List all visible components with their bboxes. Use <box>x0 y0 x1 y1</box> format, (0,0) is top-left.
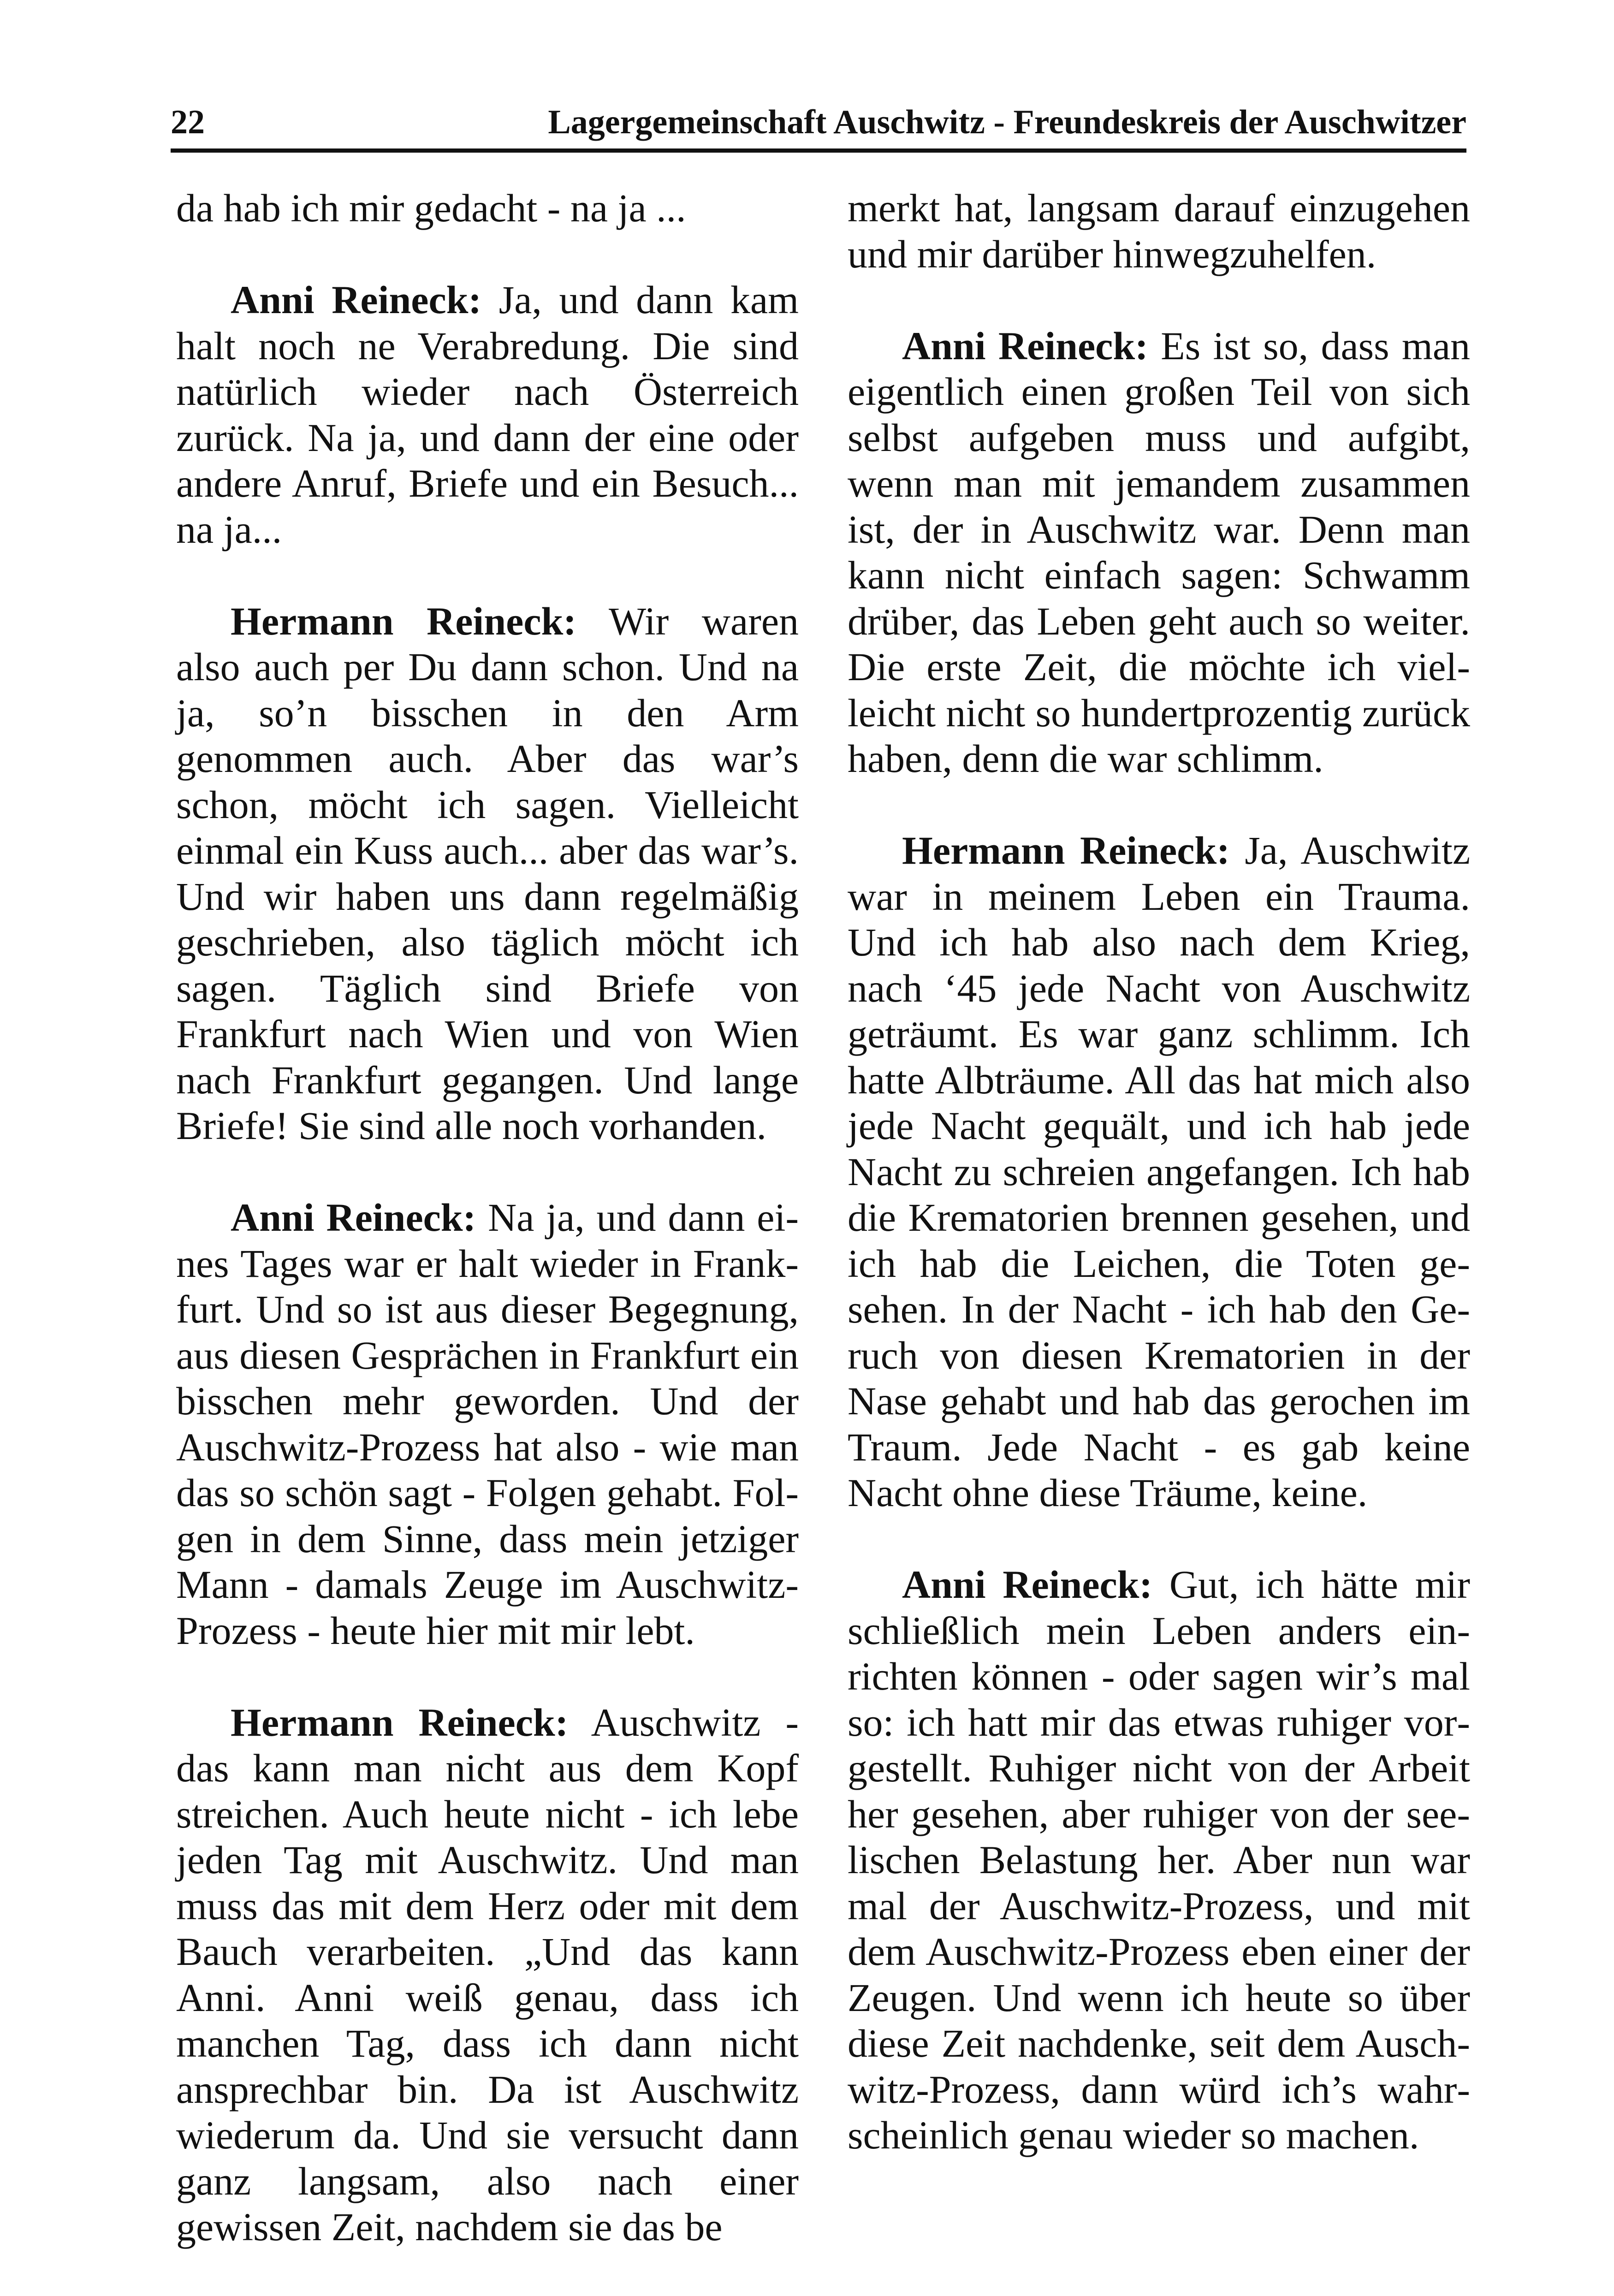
speaker-name: Hermann Reineck: <box>231 599 576 643</box>
speaker-name: Hermann Reineck: <box>231 1700 569 1744</box>
paragraph <box>848 185 1470 277</box>
left-column <box>176 185 799 2296</box>
paragraph <box>176 277 799 552</box>
speaker-name: Anni Reineck: <box>902 323 1148 368</box>
page-number: 22 <box>171 103 205 141</box>
paragraph-text: Ja, Auschwitz war in meinem Leben ein Trauma. Und ich hab also nach dem Krieg, nach ‘45 jede Nacht von Auschwitz geträumt. Es war ganz schlimm. Ich hatte Albträume. All das hat mich also jede Nacht gequält, und ich hab jede Nacht zu schreien angefangen. Ich hab die Krematorien brennen gesehen, und ich hab die Leichen, die Toten gesehen. In der Nacht - ich hab den Geruch von diesen Krematorien in der Nase gehabt und hab das gerochen im Traum. Jede Nacht - es gab keine Nacht ohne diese Träume, keine. <box>848 828 1470 1515</box>
running-title: Lagergemeinschaft Auschwitz - Freundeskreis der Auschwitzer <box>548 103 1466 141</box>
paragraph-text: Na ja, und dann eines Tages war er halt wieder in Frankfurt. Und so ist aus dieser Begegnung, aus diesen Gesprächen in Frankfurt ein bisschen mehr geworden. Und der Auschwitz-Prozess hat also - wie man das so schön sagt - Folgen gehabt. Folgen in dem Sinne, dass mein jetziger Mann - damals Zeuge im Auschwitz-Prozess - heute hier mit mir lebt. <box>176 1195 799 1653</box>
paragraph <box>848 323 1470 782</box>
paragraph-text: merkt hat, langsam darauf einzugehen und mir darüber hinwegzuhelfen. <box>848 186 1470 276</box>
speaker-name: Anni Reineck: <box>902 1562 1153 1607</box>
paragraph <box>176 185 799 231</box>
speaker-name: Hermann Reineck: <box>902 828 1230 872</box>
paragraph <box>176 599 799 1149</box>
paragraph <box>848 1562 1470 2159</box>
speaker-name: Anni Reineck: <box>231 1195 476 1240</box>
paragraph-text: Es ist so, dass man eigentlich einen großen Teil von sich selbst aufgeben muss und aufgibt, wenn man mit jemandem zusammen ist, der in Auschwitz war. Denn man kann nicht einfach sagen: Schwamm drüber, das Leben geht auch so weiter. Die erste Zeit, die möchte ich vielleicht nicht so hundertprozentig zurück haben, denn die war schlimm. <box>848 323 1470 781</box>
paragraph <box>176 1700 799 2250</box>
paragraph-text: Wir waren also auch per Du dann schon. Und na ja, so’n bisschen in den Arm genommen auch. Aber das war’s schon, möcht ich sagen. Vielleicht einmal ein Kuss auch... aber das war’s. Und wir haben uns dann regelmäßig geschrieben, also täglich möcht ich sagen. Täglich sind Briefe von Frankfurt nach Wien und von Wien nach Frankfurt gegangen. Und lange Briefe! Sie sind alle noch vorhanden. <box>176 599 799 1148</box>
paragraph <box>848 828 1470 1516</box>
paragraph-text: da hab ich mir gedacht - na ja ... <box>176 186 686 230</box>
right-column <box>848 185 1470 2204</box>
speaker-name: Anni Reineck: <box>231 278 482 322</box>
paragraph <box>176 1195 799 1654</box>
paragraph-text: Ja, und dann kam halt noch ne Verabredung. Die sind natürlich wieder nach Österreich zurück. Na ja, und dann der eine oder andere Anruf, Briefe und ein Besuch... na ja... <box>176 278 799 552</box>
paragraph-text: Gut, ich hätte mir schließlich mein Leben anders einrichten können - oder sagen wir’s mal so: ich hatt mir das etwas ruhiger vorgestellt. Ruhiger nicht von der Arbeit her gesehen, aber ruhiger von der seelischen Belastung her. Aber nun war mal der Auschwitz-Prozess, und mit dem Auschwitz-Prozess eben einer der Zeugen. Und wenn ich heute so über diese Zeit nachdenke, seit dem Auschwitz-Prozess, dann würd ich’s wahrscheinlich genau wieder so machen. <box>848 1562 1471 2157</box>
running-header <box>171 102 1466 153</box>
paragraph-text: Auschwitz - das kann man nicht aus dem Kopf streichen. Auch heute nicht - ich lebe jeden Tag mit Auschwitz. Und man muss das mit dem Herz oder mit dem Bauch verarbeiten. „Und das kann Anni. Anni weiß genau, dass ich manchen Tag, dass ich dann nicht ansprechbar bin. Da ist Auschwitz wiederum da. Und sie versucht dann ganz langsam, also nach einer gewissen Zeit, nachdem sie das be <box>176 1700 799 2249</box>
